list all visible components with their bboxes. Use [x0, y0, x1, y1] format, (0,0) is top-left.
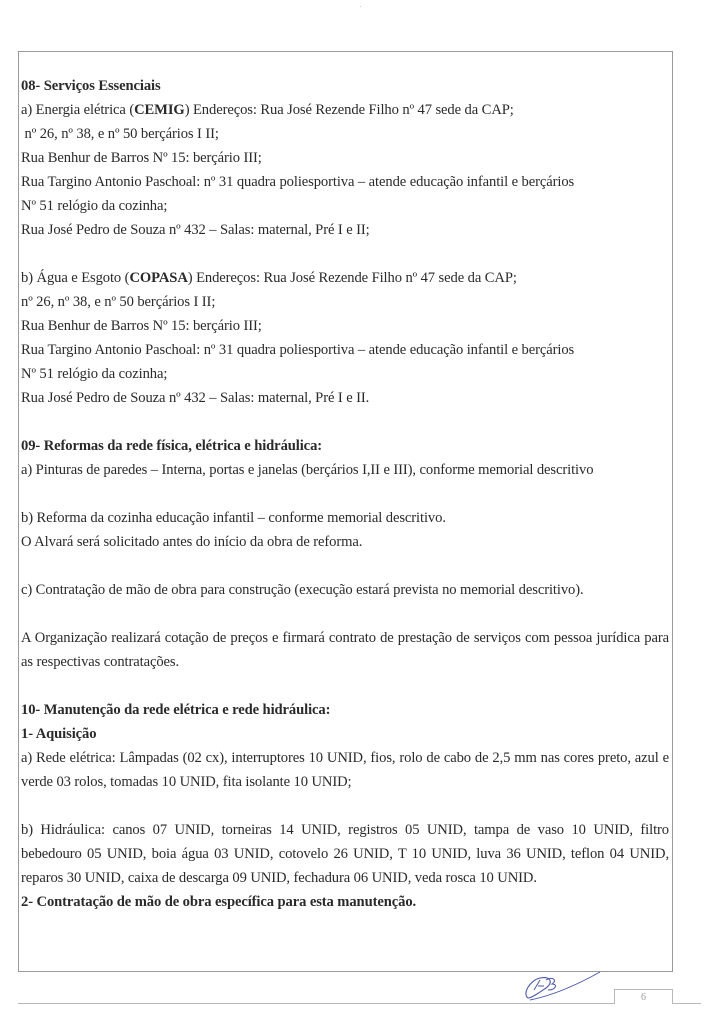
address-line: Nº 51 relógio da cozinha;	[21, 198, 168, 214]
scan-speck	[360, 6, 361, 7]
item-b-prefix: b) Água e Esgoto (	[21, 270, 130, 286]
address-line: Rua Benhur de Barros Nº 15: berçário III;	[21, 318, 262, 334]
footer-rule-right	[673, 1003, 701, 1004]
section-09-item-b: b) Reforma da cozinha educação infantil – conforme memorial descritivo.	[21, 510, 446, 526]
signature-icon	[520, 968, 610, 1004]
address-line: nº 26, nº 38, e nº 50 berçários I II;	[21, 294, 216, 310]
section-10-item-b: b) Hidráulica: canos 07 UNID, torneiras 14 UNID, registros 05 UNID, tampa de vaso 10 UNID, filtro bebedouro 05 UNID, boia água 03 UNID, cotovelo 26 UNID, T 10 UNID, luva 36 UNID, teflon 04 UNID, reparos 30 UNID, caixa de descarga 09 UNID, fechadura 06 UNID, veda rosca 10 UNID.	[21, 822, 669, 886]
section-09-item-b-note: O Alvará será solicitado antes do início da obra de reforma.	[21, 534, 363, 550]
section-10-sub2: 2- Contratação de mão de obra específica para esta manutenção.	[21, 894, 417, 910]
item-a-suffix: ) Endereços: Rua José Rezende Filho nº 47 sede da CAP;	[184, 102, 514, 118]
section-09-paragraph: A Organização realizará cotação de preços e firmará contrato de prestação de serviços com pessoa jurídica para as respectivas contratações.	[21, 630, 669, 670]
section-09-item-a: a) Pinturas de paredes – Interna, portas e janelas (berçários I,II e III), conforme memorial descritivo	[21, 462, 594, 478]
company-cemig: CEMIG	[134, 102, 185, 118]
spacer	[21, 602, 669, 626]
spacer	[21, 242, 669, 266]
spacer	[21, 554, 669, 578]
address-line: Rua José Pedro de Souza nº 432 – Salas: maternal, Pré I e II;	[21, 222, 370, 238]
spacer	[21, 410, 669, 434]
footer-rule	[18, 1003, 614, 1004]
address-line: Rua José Pedro de Souza nº 432 – Salas: maternal, Pré I e II.	[21, 390, 370, 406]
page-number: 6	[614, 989, 673, 1004]
spacer	[21, 674, 669, 698]
address-line: Rua Targino Antonio Paschoal: nº 31 quadra poliesportiva – atende educação infantil e berçários	[21, 174, 575, 190]
section-08-item-b	[21, 266, 669, 290]
section-10-sub1: 1- Aquisição	[21, 726, 97, 742]
spacer	[21, 482, 669, 506]
document-body	[21, 74, 669, 914]
spacer	[21, 794, 669, 818]
address-line: Rua Benhur de Barros Nº 15: berçário III;	[21, 150, 262, 166]
section-09-item-c: c) Contratação de mão de obra para construção (execução estará prevista no memorial descritivo).	[21, 582, 584, 598]
item-a-prefix: a) Energia elétrica (	[21, 102, 135, 118]
section-09-title: 09- Reformas da rede física, elétrica e hidráulica:	[21, 438, 323, 454]
address-line: nº 26, nº 38, e nº 50 berçários I II;	[21, 126, 219, 142]
section-10-item-a: a) Rede elétrica: Lâmpadas (02 cx), interruptores 10 UNID, fios, rolo de cabo de 2,5 mm nas cores preto, azul e verde 03 rolos, tomadas 10 UNID, fita isolante 10 UNID;	[21, 750, 669, 790]
section-10-title: 10- Manutenção da rede elétrica e rede hidráulica:	[21, 702, 331, 718]
section-08-item-a	[21, 98, 669, 122]
item-b-suffix: ) Endereços: Rua José Rezende Filho nº 47 sede da CAP;	[187, 270, 517, 286]
section-08-title: 08- Serviços Essenciais	[21, 78, 161, 94]
company-copasa: COPASA	[129, 270, 188, 286]
address-line: Rua Targino Antonio Paschoal: nº 31 quadra poliesportiva – atende educação infantil e berçários	[21, 342, 575, 358]
address-line: Nº 51 relógio da cozinha;	[21, 366, 168, 382]
